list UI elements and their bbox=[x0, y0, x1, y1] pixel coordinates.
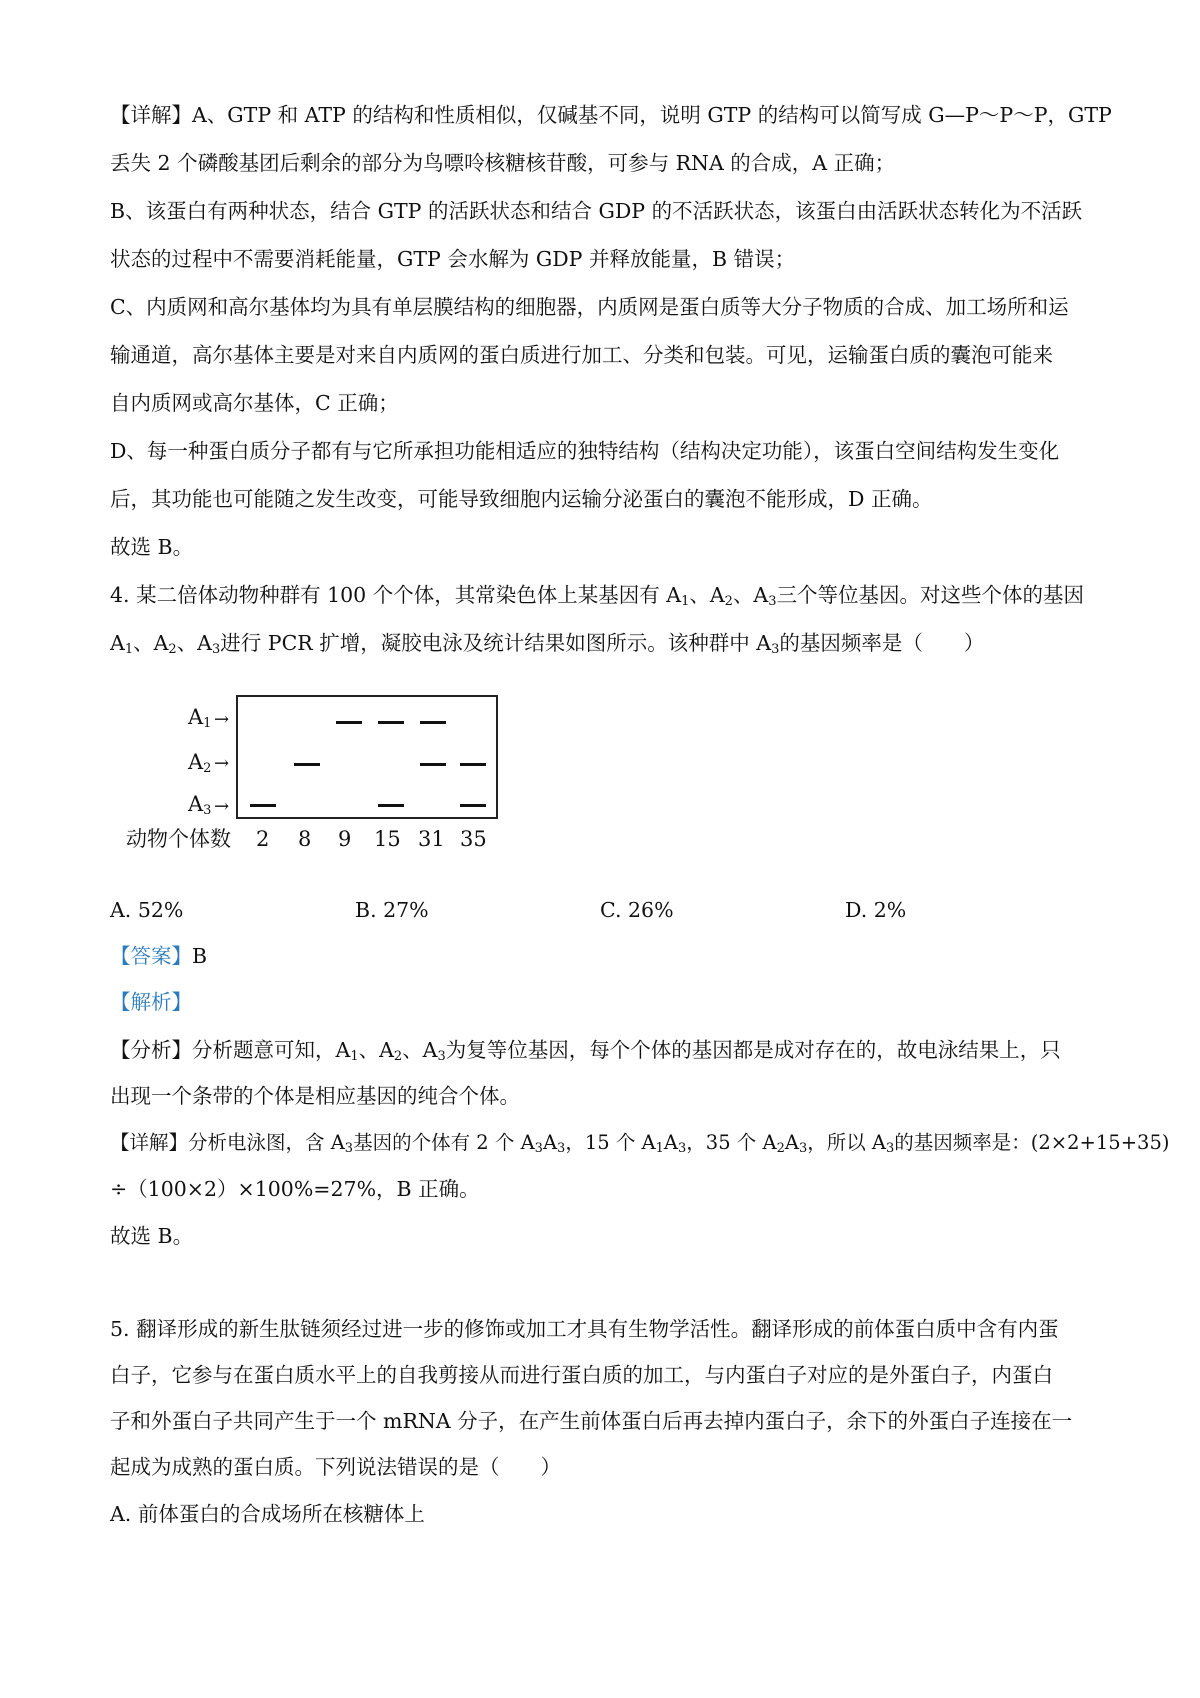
count-value: 35 bbox=[460, 827, 487, 851]
row-label-a3: $A_3$ bbox=[188, 792, 212, 818]
arrow-icon: → bbox=[214, 796, 230, 817]
text-line: 后，其功能也可能随之发生改变，可能导致细胞内运输分泌蛋白的囊泡不能形成，D 正确。 bbox=[110, 487, 933, 511]
band bbox=[420, 763, 446, 766]
count-value: 8 bbox=[298, 827, 312, 851]
band bbox=[460, 804, 486, 807]
text-line: 输通道，高尔基体主要是对来自内质网的蛋白质进行加工、分类和包装。可见，运输蛋白质的囊泡可能来 bbox=[110, 343, 1053, 367]
detail-line-2: ÷（100×2）×100%=27%，B 正确。 bbox=[110, 1177, 480, 1201]
band bbox=[378, 804, 404, 807]
band bbox=[378, 721, 404, 724]
arrow-icon: → bbox=[214, 753, 230, 774]
count-value: 31 bbox=[418, 827, 445, 851]
count-value: 15 bbox=[374, 827, 401, 851]
band bbox=[336, 721, 362, 724]
question-5-line-1: 5. 翻译形成的新生肽链须经过进一步的修饰或加工才具有生物学活性。翻译形成的前体蛋白质中含有内蛋 bbox=[110, 1317, 1059, 1341]
gel-box bbox=[236, 695, 498, 819]
question-5-line-4: 起成为成熟的蛋白质。下列说法错误的是（ ） bbox=[110, 1455, 561, 1479]
analysis-line-1: 【分析】分析题意可知，$A_1$、$A_2$、$A_3$为复等位基因，每个个体的基因都是成对存在的，故电泳结果上，只 bbox=[110, 1038, 1061, 1064]
text-line: B、该蛋白有两种状态，结合 GTP 的活跃状态和结合 GDP 的不活跃状态，该蛋白由活跃状态转化为不活跃 bbox=[110, 199, 1083, 223]
question-4-line-1: 4. 某二倍体动物种群有 100 个个体，其常染色体上某基因有 $A_1$、$A_2$、$A_3$三个等位基因。对这些个体的基因 bbox=[110, 583, 1085, 609]
count-label: 动物个体数 bbox=[126, 827, 231, 851]
analysis-heading: 【解析】 bbox=[110, 990, 192, 1014]
answer-line: 【答案】B bbox=[110, 944, 208, 968]
option-c: C. 26% bbox=[600, 898, 674, 922]
text-line: 故选 B。 bbox=[110, 535, 194, 559]
count-value: 2 bbox=[256, 827, 270, 851]
option-a: A. 52% bbox=[110, 898, 184, 922]
question-5-line-3: 子和外蛋白子共同产生于一个 mRNA 分子，在产生前体蛋白后再去掉内蛋白子，余下的外蛋白子连接在一 bbox=[110, 1409, 1073, 1433]
conclusion-line: 故选 B。 bbox=[110, 1224, 194, 1248]
text-line: 自内质网或高尔基体，C 正确； bbox=[110, 391, 399, 415]
band bbox=[460, 763, 486, 766]
row-label-a2: $A_2$ bbox=[188, 750, 212, 776]
arrow-icon: → bbox=[214, 709, 230, 730]
option-d: D. 2% bbox=[845, 898, 907, 922]
count-value: 9 bbox=[338, 827, 352, 851]
option-b: B. 27% bbox=[355, 898, 429, 922]
band bbox=[420, 721, 446, 724]
analysis-line-2: 出现一个条带的个体是相应基因的纯合个体。 bbox=[110, 1084, 520, 1108]
text-line: 【详解】A、GTP 和 ATP 的结构和性质相似，仅碱基不同，说明 GTP 的结构可以简写成 G—P～P～P，GTP bbox=[110, 103, 1112, 127]
row-label-a1: $A_1$ bbox=[188, 705, 212, 731]
text-line: 状态的过程中不需要消耗能量，GTP 会水解为 GDP 并释放能量，B 错误； bbox=[110, 247, 796, 271]
band bbox=[250, 804, 276, 807]
text-line: D、每一种蛋白质分子都有与它所承担功能相适应的独特结构（结构决定功能），该蛋白空间结构发生变化 bbox=[110, 439, 1060, 463]
text-line: 丢失 2 个磷酸基团后剩余的部分为鸟嘌呤核糖核苷酸，可参与 RNA 的合成，A 正确； bbox=[110, 151, 896, 175]
band bbox=[294, 763, 320, 766]
question-4-line-2: $A_1$、$A_2$、$A_3$进行 PCR 扩增，凝胶电泳及统计结果如图所示。该种群中 $A_3$的基因频率是（ ） bbox=[110, 631, 985, 657]
question-5-line-2: 白子，它参与在蛋白质水平上的自我剪接从而进行蛋白质的加工，与内蛋白子对应的是外蛋白子，内蛋白 bbox=[110, 1363, 1053, 1387]
detail-line-1: 【详解】分析电泳图，含 $A_3$基因的个体有 2 个 $A_3A_3$，15 个 $A_1A_3$，35 个 $A_2A_3$，所以 $A_3$的基因频率是：(2×2+15+35) bbox=[110, 1131, 1170, 1156]
text-line: C、内质网和高尔基体均为具有单层膜结构的细胞器，内质网是蛋白质等大分子物质的合成、加工场所和运 bbox=[110, 295, 1069, 319]
question-5-option-a: A. 前体蛋白的合成场所在核糖体上 bbox=[110, 1502, 425, 1526]
